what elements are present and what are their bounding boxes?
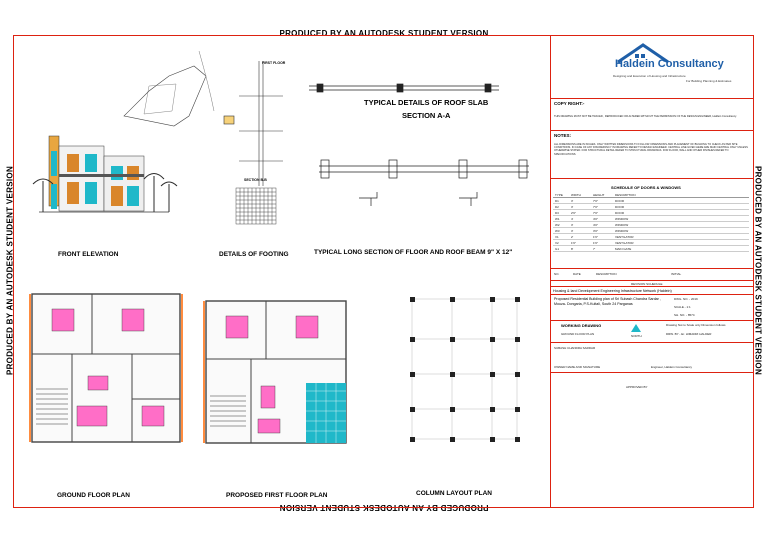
drawing-scale: SCALE - 1:1 xyxy=(674,305,691,309)
schedule-header: WIDTH xyxy=(571,193,581,197)
schedule-cell: D3 xyxy=(555,211,559,215)
north-arrow-icon xyxy=(631,324,641,332)
schedule-cell: WINDOW xyxy=(615,229,629,233)
schedule-cell: WINDOW xyxy=(615,223,629,227)
copyright-label: COPY RIGHT:- xyxy=(554,101,585,106)
site-plan xyxy=(124,51,214,126)
ground-floor-plan xyxy=(30,294,182,442)
working-drawing-label: WORKING DRAWING xyxy=(561,323,602,328)
front-elevation-building xyxy=(33,136,177,212)
schedule-cell: 7' xyxy=(593,247,596,251)
caption-long-section: TYPICAL LONG SECTION OF FLOOR AND ROOF BEAM 9" X 12" xyxy=(314,249,513,256)
caption-section-bb: SECTION B-B xyxy=(244,178,267,182)
schedule-cell: V1 xyxy=(555,235,559,239)
schedule-cell: 4' xyxy=(571,217,574,221)
notes-section xyxy=(551,130,754,178)
caption-column-layout: COLUMN LAYOUT PLAN xyxy=(416,490,492,497)
owner-row xyxy=(551,342,754,372)
revision-label: REVISION SCHEDULE xyxy=(631,282,663,286)
section-bb-detail xyxy=(224,61,286,186)
schedule-cell: 7'0" xyxy=(593,211,598,215)
owner-name: SUBASH CHANDRA SARDAR xyxy=(554,346,596,350)
schedule-cell: 2' xyxy=(571,235,574,239)
company-logo xyxy=(551,36,754,96)
engineer-label: Engineer, Haldein Consultancy xyxy=(651,365,693,369)
caption-first-floor-tag: FIRST FLOOR xyxy=(262,61,286,65)
schedule-cell: D1 xyxy=(555,199,559,203)
org-name: Housing & land Development Engineering Infrastructure Network (Haldein) xyxy=(553,289,672,293)
drawn-by: DRW. BY - Er. HIMADRI HALDER xyxy=(666,332,712,336)
schedule-cell: 3' xyxy=(571,205,574,209)
schedule-cell: WINDOW xyxy=(615,217,629,221)
schedule-cell: 1'6" xyxy=(571,241,576,245)
caption-front-elevation: FRONT ELEVATION xyxy=(58,251,119,258)
project-row xyxy=(551,294,754,320)
brand-tagline: Designing and Execution of Housing and Infrastructure xyxy=(613,74,686,78)
revision-header: DESCRIPTION xyxy=(596,272,617,276)
schedule-cell: W3 xyxy=(555,229,560,233)
schedule-cell: 7'0" xyxy=(593,199,598,203)
schedule-cell: 3' xyxy=(571,199,574,203)
schedule-cell: 3'0" xyxy=(593,229,598,233)
title-block xyxy=(551,35,754,508)
schedule-cell: 1'6" xyxy=(593,241,598,245)
long-section-beam xyxy=(319,160,529,206)
copyright-text: THIS DRAWING MUST NOT BE TRACED , REPRODUCED OR ALTERED WITHOUT THE PERMISSION OF THE DESIGN ENGINEER, Haldein Consultancy. xyxy=(554,115,737,118)
notes-label: NOTES: xyxy=(554,133,572,138)
schedule-cell: G1 xyxy=(555,247,560,251)
revision-header-row xyxy=(551,268,754,280)
column-layout-grid xyxy=(410,297,520,442)
approved-by: APPROVED BY xyxy=(626,385,648,389)
schedule-cell: D2 xyxy=(555,205,559,209)
brand-tagline-2: For Building Planning & Estimates xyxy=(686,79,732,83)
drawing-number: DWG. NO. - 2019 xyxy=(674,297,698,301)
owner-signature-label: OWNER NAME AND SIGNATURE xyxy=(554,365,601,369)
schedule-cell: 2'6" xyxy=(571,211,576,215)
notes-text: ALL DIMENSIONS ARE IN INCHES. ONLY WRITTEN DIMENSIONS TO FOLLOW. DIMENSIONS AND PLACEMENT OF BUILDING TO CHECK AS PER SITE CONDITIONS. IN CASE OF ANY DISCREPANCY IN DRAWING REFER TO DESIGN ENGINEER. CENTRAL LINE GIVEN HERE ARE MAIN CENTRAL ONLY UNLESS OTHERWISE STATED. FOR STRUCTURAL DETAIL REFER TO STRUCTURAL DRAWINGS. FOR FLOOR, WALL AND OTHER FINISHES REFER TO SPECIFICATIONS. xyxy=(554,143,748,156)
schedule-rows xyxy=(553,198,749,252)
schedule-cell: DOOR xyxy=(615,205,624,209)
watermark-right: PRODUCED BY AN AUTODESK STUDENT VERSION xyxy=(753,165,763,376)
schedule-cell: 4'0" xyxy=(593,223,598,227)
drawing-sheet xyxy=(13,35,551,508)
schedule-cell: VENTILATOR xyxy=(615,235,634,239)
caption-roof-slab: TYPICAL DETAILS OF ROOF SLAB xyxy=(364,98,489,107)
roof-slab-detail xyxy=(309,84,499,92)
schedule-cell: MAIN GATE xyxy=(615,247,632,251)
caption-footing: DETAILS OF FOOTING xyxy=(219,251,289,258)
schedule-title: SCHEDULE OF DOORS & WINDOWS xyxy=(611,185,681,190)
brand-name: Haldein Consultancy xyxy=(615,58,724,70)
caption-first-plan: PROPOSED FIRST FLOOR PLAN xyxy=(226,492,328,499)
schedule-table xyxy=(553,193,749,252)
schedule-cell: W2 xyxy=(555,223,560,227)
revision-header: NO. xyxy=(554,272,560,276)
schedule-cell: 8' xyxy=(571,247,574,251)
caption-ground-plan: GROUND FLOOR PLAN xyxy=(57,492,130,499)
schedule-cell: V2 xyxy=(555,241,559,245)
schedule-section xyxy=(551,178,754,268)
schedule-cell: 1'6" xyxy=(593,235,598,239)
caption-section-aa: SECTION A-A xyxy=(402,111,451,120)
approval-row xyxy=(551,372,754,509)
first-floor-plan xyxy=(204,301,346,443)
ground-floor-plan-label: GROUND FLOOR PLAN xyxy=(561,332,595,336)
revision-header: DATE xyxy=(573,272,581,276)
copyright-section xyxy=(551,98,754,130)
watermark-left: PRODUCED BY AN AUTODESK STUDENT VERSION xyxy=(5,165,15,376)
schedule-cell: DOOR xyxy=(615,199,624,203)
org-row xyxy=(551,286,754,294)
project-description: Proposed Residential Building plan of Sri Subash Chandra Sardar , Mouza- Dongaria, P.S-Kultali, South 24 Parganas xyxy=(554,297,661,306)
schedule-cell: 7'0" xyxy=(593,205,598,209)
schedule-cell: DOOR xyxy=(615,211,624,215)
schedule-header: DESCRIPTION xyxy=(615,193,636,197)
north-label: NORTH xyxy=(631,334,642,338)
schedule-cell: W1 xyxy=(555,217,560,221)
schedule-row xyxy=(553,246,749,252)
schedule-cell: 3' xyxy=(571,229,574,233)
revision-header: INITIAL xyxy=(671,272,682,276)
footing-grid xyxy=(236,188,276,224)
schedule-header: HEIGHT xyxy=(593,193,605,197)
schedule-header: TYPE xyxy=(555,193,563,197)
watermark-bottom: PRODUCED BY AN AUTODESK STUDENT VERSION xyxy=(279,503,489,512)
schedule-cell: 3' xyxy=(571,223,574,227)
drawing-note: Drawing Not to Scale only Dimension follows xyxy=(666,323,726,327)
working-drawing-row xyxy=(551,320,754,342)
schedule-cell: VENTILATOR xyxy=(615,241,634,245)
schedule-cell: 4'0" xyxy=(593,217,598,221)
sheet-number: SH. NO. - 8574 xyxy=(674,313,695,317)
watermark-top: PRODUCED BY AN AUTODESK STUDENT VERSION xyxy=(279,29,489,38)
